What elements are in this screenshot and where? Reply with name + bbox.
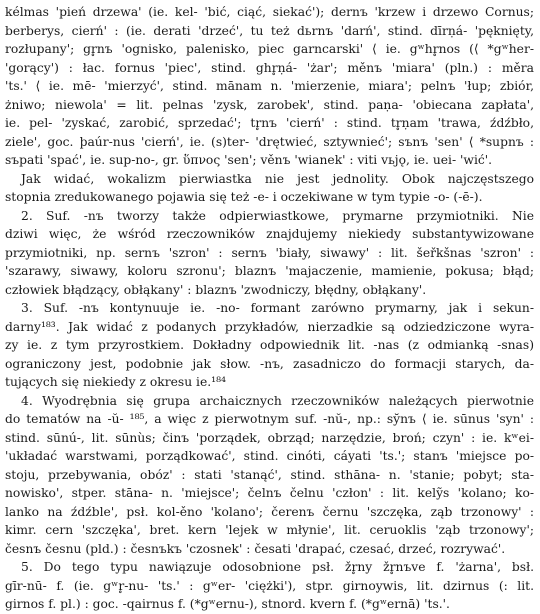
text-line: stind. sūnú-, lit. sūnùs; činъ 'porządek, obrząd; narzędzie, broń; czyn' : ie. kʷei-	[5, 430, 534, 445]
text-line: żniwo; niewola' = lit. pelnas 'zysk, zarobek', stind. paṇa- 'obiecana zapłata',	[5, 97, 534, 112]
text-line: nowisko', stper. stāna- n. 'miejsce'; čelnъ čelnu 'człon' : lit. kelỹs 'kolano; ko-	[5, 486, 534, 500]
text-line: tujących się niekiedy z okresu ie.¹⁸⁴	[5, 375, 226, 389]
text-line: stopnia zredukowanego pojawia się też -e- i oczekiwane w tym typie -o- (-ē-).	[5, 190, 483, 204]
paragraph-first-line: 5. Do tego typu nawiązuje odosobnione psł. žr̥ny žr̥nъve f. 'żarna', bsł.	[21, 560, 534, 574]
text-line: do tematów na -ŭ- ¹⁸⁵, a więc z pierwotnym suf. -nŭ-, np.: sy̆nъ ⟨ ie. sūnus 'syn' :	[5, 412, 534, 426]
text-line: girnos f. pl.) : goc. -qairnus f. (*gʷernu-), stnord. kvern f. (*gʷernā) 'ts.'.	[5, 597, 450, 611]
text-line: kélmas 'pień drzewa' (ie. kel- 'bić, ciąć, siekać'); dernъ 'krzew i drzewo Cornus;	[5, 5, 534, 19]
text-line: berberys, cierń' : (ie. derati 'drzeć', tu też dьrnъ 'darń', stind. dīrṇá- 'pęknięty,	[5, 23, 534, 38]
paragraph-first-line: 4. Wyodrębnia się grupa archaicznych rzeczowników należących pierwotnie	[21, 393, 534, 408]
text-line: ograniczony jest, podobnie jak słow. -nъ, zasadniczo do formacji starych, da-	[5, 356, 534, 371]
paragraph-first-line: 3. Suf. -nъ kontynuuje ie. -no- formant zarówno prymarny, jak i sekun-	[21, 301, 534, 315]
text-line: lanko na źdźble', psł. kol-ěno 'kolano'; čerenъ černu 'szczęka, ząb trzonowy' :	[5, 504, 534, 519]
text-line: dziwi więc, że wśród rzeczowników znajdujemy niekiedy substantywizowane	[5, 227, 534, 241]
text-line: człowiek błądzący, obłąkany' : blaznъ 'zwodniczy, błędny, obłąkany'.	[5, 282, 427, 297]
text-line: 'szarawy, siwawy, koloru szronu'; blaznъ 'majaczenie, mamienie, pokusa; błąd;	[5, 264, 534, 278]
text-line: zy ie. z tym przyrostkiem. Dokładny odpowiednik lit. -nas (z odmianką -snas)	[5, 338, 534, 352]
text-line: 'układać warstwami, porządkować', stind. cinóti, cáyati 'ts.'; stanъ 'miejsce po-	[5, 449, 534, 463]
paragraph-first-line: Jak widać, wokalizm pierwiastka nie jest jednolity. Obok najczęstszego	[21, 171, 534, 186]
text-line: gīr-nū- f. (ie. gʷr̥-nu- 'ts.' : gʷer- 'ciężki'), stpr. girnoywis, lit. dzirnus (: lit.	[5, 578, 534, 593]
text-line: ie. pel- 'zyskać, zarobić, sprzedać'; tr̥nъ 'cierń' : stind. tr̥ṇam 'trawa, źdźbło,	[5, 116, 534, 130]
paragraph-first-line: 2. Suf. -nъ tworzy także odpierwiastkowe, prymarne przymiotniki. Nie	[21, 208, 534, 223]
text-line: 'ts.' ⟨ ie. mē- 'mierzyć', stind. mānam n. 'mierzenie, miara'; pelnъ 'łup; zbiór,	[5, 79, 534, 93]
text-line: darny¹⁸³. Jak widać z podanych przykładów, nierzadkie są odziedziczone wyra-	[5, 319, 534, 334]
text-line: rozłupany'; gr̥nъ 'ognisko, palenisko, piec garncarski' ⟨ ie. gʷhr̥nos (⟨ *gʷher-	[5, 42, 534, 56]
text-line: 'gorący') : łac. fornus 'piec', stind. ghr̥ṇá- 'żar'; měnъ 'miara' (pln.) : měra	[5, 60, 534, 75]
text-line: sъpati 'spać', ie. sup-no-, gr. ὕπνος 'sen'; věnъ 'wianek' : viti vьjǫ, ie. uei- 'wić'.	[5, 153, 493, 167]
text-line: česnъ česnu (pld.) : česnъkъ 'czosnek' : česati 'drapać, czesać, drzeć, rozrywać'.	[5, 541, 506, 556]
text-line: kimr. cern 'szczęka', bret. kern 'lejek w młynie', lit. ceruoklis 'ząb trzonowy';	[5, 523, 534, 537]
text-line: stoju, przebywania, obóz' : stati 'stanąć', stind. sthāna- n. 'stanie; pobyt; sta-	[5, 467, 534, 482]
text-line: ziele', goc. þaúr-nus 'cierń', ie. (s)ter- 'drętwieć, sztywnieć'; sъnъ 'sen' ⟨ *supnъ :	[5, 134, 534, 149]
text-line: przymiotniki, np. sernъ 'szron' : sernъ 'biały, siwawy' : lit. šeřkšnas 'szron' :	[5, 245, 534, 260]
